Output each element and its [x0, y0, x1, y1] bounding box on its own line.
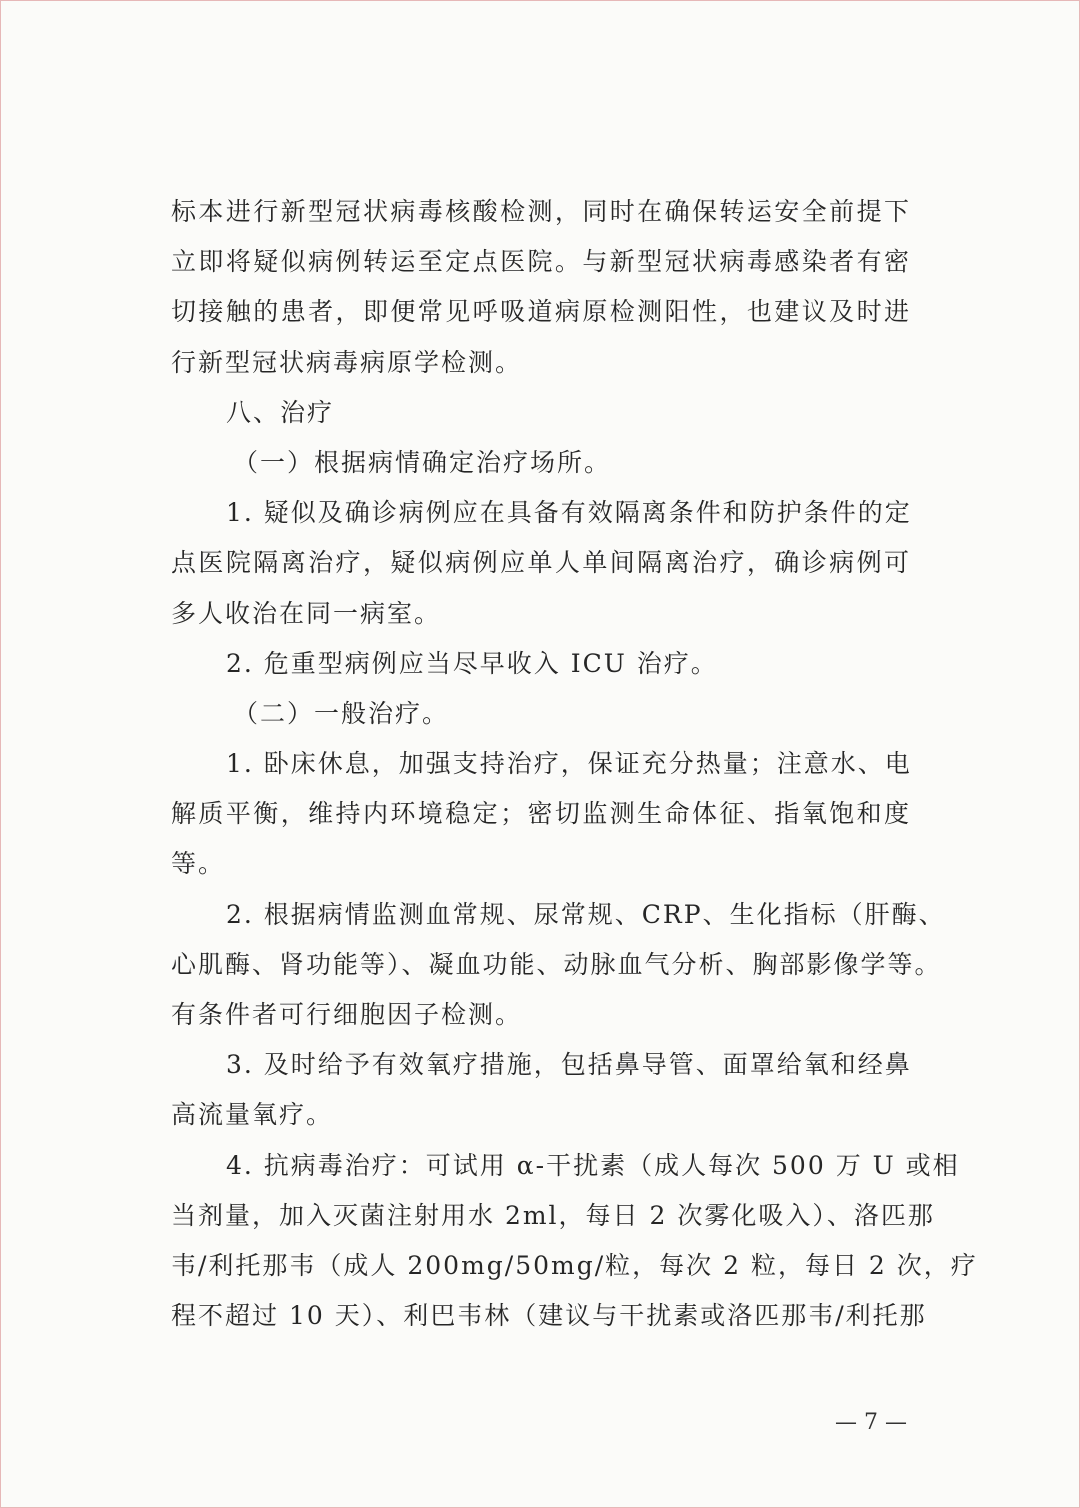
body-line: 当剂量，加入灭菌注射用水 2ml，每日 2 次雾化吸入）、洛匹那 [171, 1200, 935, 1230]
body-line: 2. 根据病情监测血常规、尿常规、CRP、生化指标（肝酶、 [226, 899, 946, 929]
body-line: 3. 及时给予有效氧疗措施，包括鼻导管、面罩给氧和经鼻 [226, 1050, 912, 1080]
body-line: 高流量氧疗。 [171, 1100, 334, 1130]
body-line: 多人收治在同一病室。 [171, 598, 442, 628]
body-line: 有条件者可行细胞因子检测。 [171, 1000, 523, 1029]
body-line: 4. 抗病毒治疗：可试用 α-干扰素（成人每次 500 万 U 或相 [226, 1150, 960, 1180]
body-line: 标本进行新型冠状病毒核酸检测，同时在确保转运安全前提下 [171, 197, 911, 226]
body-line: 1. 卧床休息，加强支持治疗，保证充分热量；注意水、电 [226, 749, 912, 779]
subsection-heading: （一）根据病情确定治疗场所。 [233, 447, 612, 477]
page-number: — 7 — [835, 1410, 907, 1435]
body-line: 解质平衡，维持内环境稳定；密切监测生命体征、指氧饱和度 [171, 799, 911, 829]
body-line: 切接触的患者，即便常见呼吸道病原检测阳性，也建议及时进 [171, 297, 911, 327]
body-line: 程不超过 10 天）、利巴韦林（建议与干扰素或洛匹那韦/利托那 [171, 1301, 927, 1331]
body-line: 行新型冠状病毒病原学检测。 [171, 347, 523, 377]
body-line: 点医院隔离治疗，疑似病例应单人单间隔离治疗，确诊病例可 [171, 548, 911, 578]
body-line: 立即将疑似病例转运至定点医院。与新型冠状病毒感染者有密 [171, 247, 911, 277]
body-line: 韦/利托那韦（成人 200mg/50mg/粒，每次 2 粒，每日 2 次，疗 [171, 1250, 978, 1280]
subsection-heading: （二）一般治疗。 [233, 698, 450, 728]
body-line: 等。 [171, 849, 226, 879]
body-line: 心肌酶、肾功能等）、凝血功能、动脉血气分析、胸部影像学等。 [171, 949, 942, 979]
document-body [171, 187, 978, 1341]
body-line: 2. 危重型病例应当尽早收入 ICU 治疗。 [226, 648, 718, 678]
section-heading: 八、治疗 [226, 397, 335, 427]
body-line: 1. 疑似及确诊病例应在具备有效隔离条件和防护条件的定 [226, 498, 912, 528]
